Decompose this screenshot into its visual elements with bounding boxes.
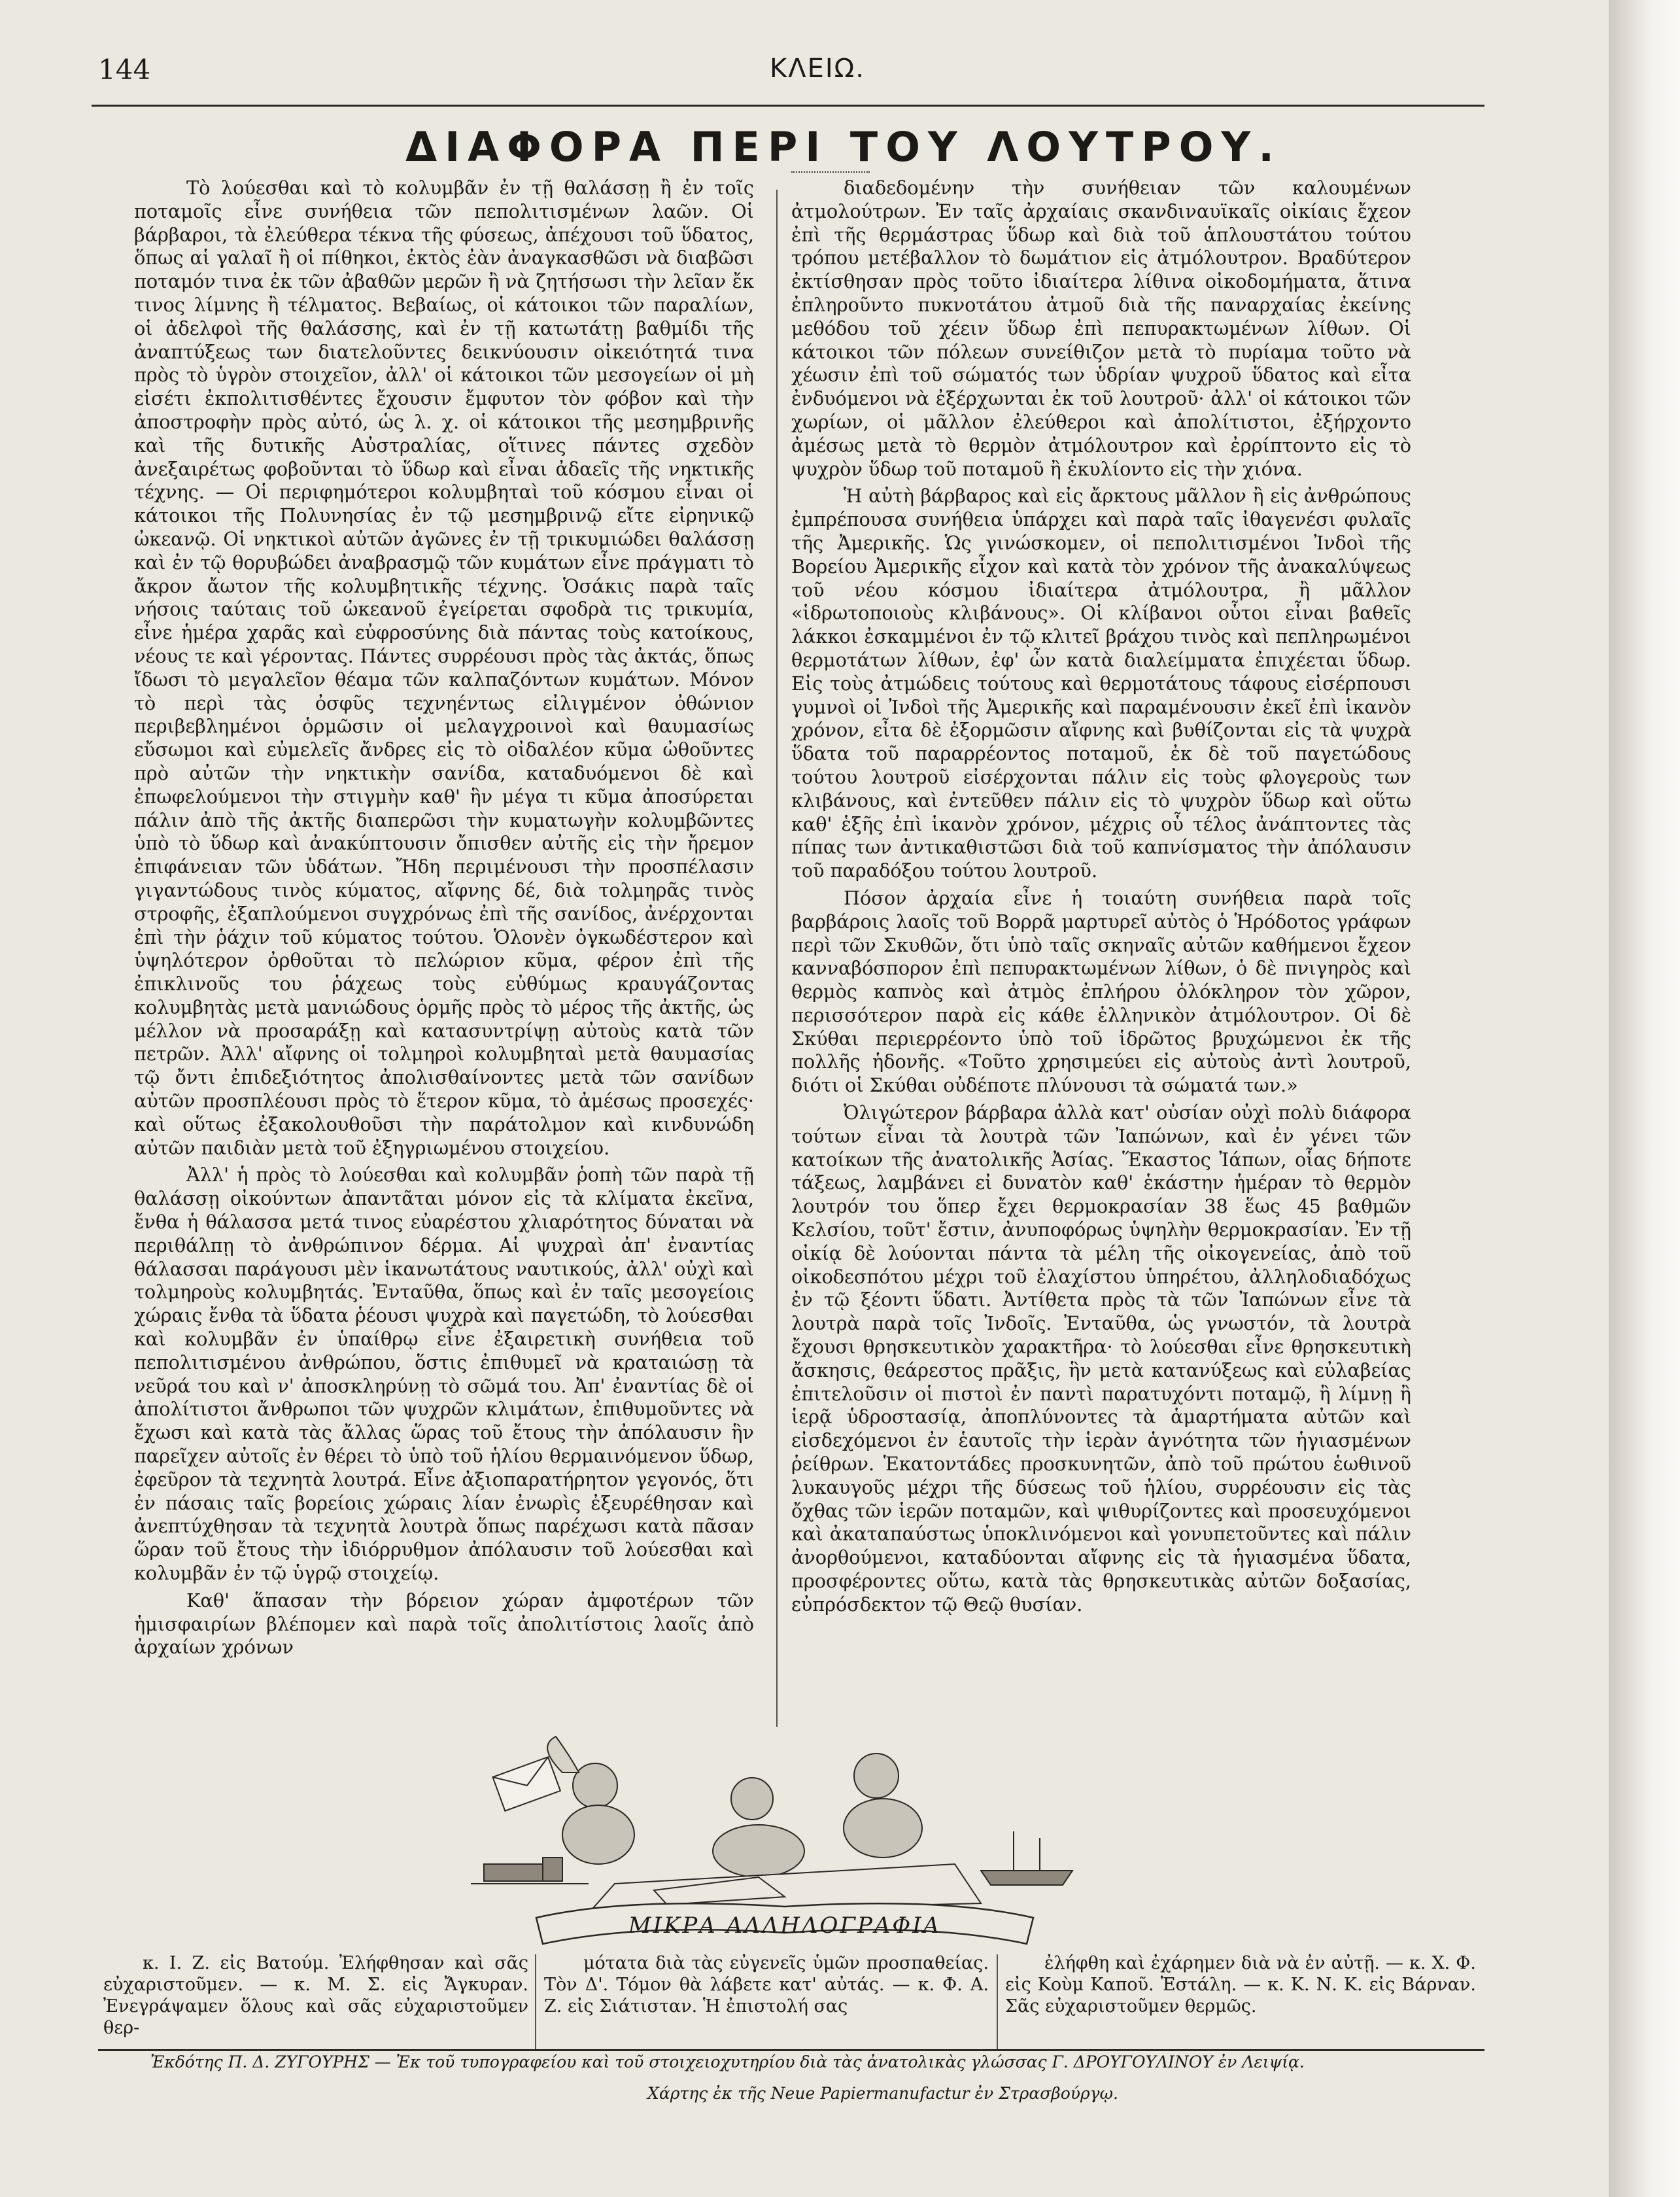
correspondence-vignette	[458, 1733, 1112, 1956]
correspondence-text: κ. Ι. Ζ. εἰς Βατούμ. Ἐλήφθησαν καὶ σᾶς εὐχαριστοῦμεν. — κ. Μ. Σ. εἰς Ἄγκυραν. Ἐνεγράψαμεν ὅλους καὶ σᾶς εὐχαριστοῦμεν θερ-	[103, 1953, 528, 2038]
paragraph: Τὸ λούεσθαι καὶ τὸ κολυμβᾶν ἐν τῇ θαλάσσῃ ἢ ἐν τοῖς ποταμοῖς εἶνε συνήθεια τῶν πεπολιτισμένων λαῶν. Οἱ βάρβαροι, τὰ ἐλεύθερα τέκνα τῆς φύσεως, ἀπέχουσι τοῦ ὕδατος, ὅπως αἱ γαλαῖ ἢ οἱ πίθηκοι, ἐκτὸς ἐὰν ἀναγκασθῶσι νὰ διαβῶσι ποταμόν τινα ἐκ τῶν ἀβαθῶν μερῶν ἢ νὰ ζητήσωσι τὴν λεῖαν ἔκ τινος λίμνης ἢ τέλματος. Βεβαίως, οἱ κάτοικοι τῶν παραλίων, οἱ ἀδελφοὶ τῆς θαλάσσης, καὶ ἐν τῇ κατωτάτῃ βαθμίδι τῆς ἀναπτύξεως των διατελοῦντες δεικνύουσιν οἰκειότητά τινα πρὸς τὸ ὑγρὸν στοιχεῖον, ἀλλ' οἱ κάτοικοι τῶν μεσογείων οἱ μὴ εἰσέτι ἐκπολιτισθέντες ἔχουσιν ἔμφυτον τὸν φόβον καὶ τὴν ἀποστροφὴν πρὸς αὐτό, ὡς λ. χ. οἱ κάτοικοι τῆς μεσημβρινῆς καὶ τῆς δυτικῆς Αὐστραλίας, οἵτινες πάντες σχεδὸν ἀνεξαιρέτως φοβοῦνται τὸ ὕδωρ καὶ εἶναι ἀδαεῖς τῆς νηκτικῆς τέχνης. — Οἱ περιφημότεροι κολυμβηταὶ τοῦ κόσμου εἶναι οἱ κάτοικοι τῆς Πολυνησίας ἐν τῷ μεσημβρινῷ εἴτε εἰρηνικῷ ὠκεανῷ. Οἱ νηκτικοὶ αὐτῶν ἀγῶνες ἐν τῇ τρικυμιώδει θαλάσσῃ καὶ ἐν τῷ θορυβώδει ἀναβρασμῷ τῶν κυμάτων εἶνε πράγματι τὸ ἄκρον ἄωτον τῆς κολυμβητικῆς τέχνης. Ὁσάκις παρὰ ταῖς νήσοις ταύταις τοῦ ὠκεανοῦ ἐγείρεται σφοδρὰ τις τρικυμία, εἶνε ἡμέρα χαρᾶς καὶ εὐφροσύνης διὰ πάντας τοὺς κατοίκους, νέους τε καὶ γέροντας. Πάντες συρρέουσι πρὸς τὰς ἀκτάς, ὅπως ἴδωσι τὸ μεγαλεῖον θέαμα τῶν καλπαζόντων κυμάτων. Μόνον τὸ περὶ τὰς ὀσφῦς τεχνηέντως εἰλιγμένον ὀθώνιον περιβεβλημένοι ὁρμῶσιν οἱ μελαγχροινοὶ καὶ θαυμασίως εὔσωμοι καὶ εὐμελεῖς ἄνδρες εἰς τὸ οἰδαλέον κῦμα ὠθοῦντες πρὸ αὐτῶν τὴν νηκτικὴν σανίδα, καταδυόμενοι δὲ καὶ ἐπωφελούμενοι τὴν στιγμὴν καθ' ἣν μέγα τι κῦμα ἀποσύρεται πάλιν ἀπὸ τῆς ἀκτῆς διαπερῶσι τὴν κυματωγὴν κολυμβῶντες ὑπὸ τὸ ὕδωρ καὶ ἀνακύπτουσιν ὄπισθεν αὐτῆς εἰς τὴν ἤρεμον ἐπιφάνειαν τῶν ὑδάτων. Ἤδη περιμένουσι τὴν προσπέλασιν γιγαντώδους τινὸς κύματος, αἴφνης δέ, διὰ τολμηρᾶς τινὸς στροφῆς, ἐξαπλούμενοι συγχρόνως ἐπὶ τῆς σανίδος, ἀνέρχονται ἐπὶ τὴν ῥάχιν τοῦ κύματος τούτου. Ὁλονὲν ὀγκωδέστερον καὶ ὑψηλότερον ὀρθοῦται τὸ πελώριον κῦμα, φέρον ἐπὶ τῆς ἐπικλινοῦς του ῥάχεως τοὺς εὐθύμως κραυγάζοντας κολυμβητὰς μετὰ μανιώδους ὁρμῆς πρὸς τὸ μέρος τῆς ἀκτῆς, ὡς μέλλον νὰ προσαράξῃ καὶ κατασυντρίψῃ αὐτοὺς κατὰ τῶν πετρῶν. Ἀλλ' αἴφνης οἱ τολμηροὶ κολυμβηταὶ μετὰ θαυμασίας τῷ ὄντι ἐπιδεξιότητος ἀπολισθαίνοντες μετὰ τῶν σανίδων αὐτῶν προσπλέουσι πρὸς τὸ ἕτερον κῦμα, τὸ ἀμέσως προσεχές· καὶ οὕτως ἐξακολουθοῦσι τὴν παράτολμον καὶ κινδυνώδη αὐτῶν παιδιὰν μετὰ τοῦ ἐξηγριωμένου στοιχείου.	[134, 177, 754, 1159]
train-illustration	[471, 1858, 589, 1884]
correspondence-text: ἐλήφθη καὶ ἐχάρημεν διὰ νὰ ἐν αὐτῇ. — κ. Χ. Φ. εἰς Κοὺμ Καποῦ. Ἐστάλη. — κ. Κ. Ν. Κ. εἰς Βάρναν. Σᾶς εὐχαριστοῦμεν θερμῶς.	[1005, 1953, 1476, 2016]
cherub-left-illustration	[547, 1737, 634, 1864]
journal-title: ΚΛΕΙΩ.	[770, 54, 865, 84]
column-divider	[776, 190, 778, 1727]
page-edge-shadow	[1609, 0, 1680, 2197]
paragraph: Ὀλιγώτερον βάρβαρα ἀλλὰ κατ' οὐσίαν οὐχὶ πολὺ διάφορα τούτων εἶναι τὰ λουτρὰ τῶν Ἰαπώνων, καὶ ἐν γένει τῶν κατοίκων τῆς ἀνατολικῆς Ἀσίας. Ἕκαστος Ἰάπων, οἷας δήποτε τάξεως, λαμβάνει εἰ δυνατὸν καθ' ἑκάστην ἡμέραν τὸ θερμὸν λουτρόν του ὅπερ ἔχει θερμοκρασίαν 38 ἕως 45 βαθμῶν Κελσίου, τοῦτ' ἔστιν, ἀνυποφόρως ὑψηλὴν θερμοκρασίαν. Ἐν τῇ οἰκίᾳ δὲ λούονται πάντα τὰ μέλη τῆς οἰκογενείας, ἀπὸ τοῦ οἰκοδεσπότου μέχρι τοῦ ἐλαχίστου ὑπηρέτου, ἀλληλοδιαδόχως ἐν τῷ ξέοντι ὕδατι. Ἀντίθετα πρὸς τὰ τῶν Ἰαπώνων εἶνε τὰ λουτρὰ παρὰ τοῖς Ἰνδοῖς. Ἐνταῦθα, ὡς γνωστόν, τὰ λουτρὰ ἔχουσι θρησκευτικὸν χαρακτῆρα· τὸ λούεσθαι εἶνε θρησκευτικὴ ἄσκησις, θεάρεστος πρᾶξις, ἣν μετὰ κατανύξεως καὶ εὐλαβείας ἐπιτελοῦσιν οἱ πιστοὶ ἐν παντὶ παρατυχόντι ποταμῷ, ἢ λίμνῃ ἢ ἱερᾷ ὑδροστασίᾳ, ἀποπλύνοντες τὰ ἁμαρτήματα αὐτῶν καὶ εἰσδεχόμενοι ἐν ἑαυτοῖς τὴν ἱερὰν ἁγνότητα τῶν ἡγιασμένων ῥείθρων. Ἑκατοντάδες προσκυνητῶν, ἀπὸ τοῦ πρώτου ἑωθινοῦ λυκαυγοῦς μέχρι τῆς δύσεως τοῦ ἡλίου, συρρέουσιν εἰς τὰς ὄχθας τῶν ἱερῶν ποταμῶν, καὶ ψιθυρίζοντες καὶ προσευχόμενοι καὶ ἀκαταπαύστως ὑποκλινόμενοι καὶ γονυπετοῦντες καὶ πάλιν ἀνορθούμενοι, καταδύονται αἴφνης εἰς τὰ ἡγιασμένα ὕδατα, προσφέροντες οὕτω, κατὰ τὰς θρησκευτικὰς αὐτῶν δοξασίας, εὐπρόσδεκτον τῷ Θεῷ θυσίαν.	[791, 1101, 1411, 1616]
correspondence-column-2	[544, 1952, 989, 2049]
envelope-icon	[492, 1757, 560, 1810]
ship-illustration	[981, 1831, 1072, 1885]
correspondence-divider	[535, 1954, 536, 2049]
left-column	[134, 177, 754, 1733]
title-ornament	[791, 171, 870, 173]
paragraph: Πόσον ἀρχαία εἶνε ἡ τοιαύτη συνήθεια παρὰ τοῖς βαρβάροις λαοῖς τοῦ Βορρᾶ μαρτυρεῖ αὐτὸς ὁ Ἡρόδοτος γράφων περὶ τῶν Σκυθῶν, ὅτι ὑπὸ ταῖς σκηναῖς αὐτῶν καθήμενοι ἔχεον κανναβόσπορον ἐπὶ πεπυρακτωμένων λίθων, ὁ δὲ πνιγηρὸς καὶ θερμὸς καπνὸς καὶ ἀτμὸς ἐπλήρου ὁλόκληρον τὸν χῶρον, περισσότερον παρὰ εἰς κάθε ἑλληνικὸν ἀτμόλουτρον. Οἱ δὲ Σκύθαι περιερρέοντο ὑπὸ τοῦ ἱδρῶτος βρυχώμενοι ἐκ τῆς πολλῆς ἡδονῆς. «Τοῦτο χρησιμεύει εἰς αὐτοὺς ἀντὶ λουτροῦ, διότι οἱ Σκύθαι οὐδέποτε πλύνουσι τὰ σώματά των.»	[791, 886, 1411, 1097]
correspondence-column-3	[1005, 1952, 1476, 2049]
page-number: 144	[98, 54, 151, 86]
footer-rule	[98, 2049, 1484, 2051]
right-column	[791, 177, 1411, 1733]
colophon-paper: Χάρτης ἐκ τῆς Neue Papiermanufactur ἐν Στρασβούργῳ.	[647, 2084, 1118, 2103]
colophon-publisher: Ἐκδότης Π. Δ. ΖΥΓΟΥΡΗΣ — Ἐκ τοῦ τυπογραφείου καὶ τοῦ στοιχειοχυτηρίου διὰ τὰς ἀνατολικὰς γλώσσας Γ. ΔΡΟΥΓΟΥΛΙΝΟΥ ἐν Λειψίᾳ.	[150, 2052, 1305, 2071]
correspondence-divider	[997, 1954, 998, 2049]
article-title: ΔΙΑΦΟΡΑ ΠΕΡΙ ΤΟΥ ΛΟΥΤΡΟΥ.	[405, 123, 1282, 171]
correspondence-column-1	[103, 1952, 528, 2049]
paragraph: Ἀλλ' ἡ πρὸς τὸ λούεσθαι καὶ κολυμβᾶν ῥοπὴ τῶν παρὰ τῇ θαλάσσῃ οἰκούντων ἀπαντᾶται μόνον εἰς τὰ κλίματα ἐκεῖνα, ἔνθα ἡ θάλασσα μετά τινος εὐαρέστου χλιαρότητος δύναται νὰ περιθάλπῃ τὸ ἀνθρώπινον δέρμα. Αἱ ψυχραὶ ἀπ' ἐναντίας θάλασσαι παράγουσι μὲν ἱκανωτάτους ναυτικούς, ἀλλ' οὐχὶ καὶ τολμηροὺς κολυμβητάς. Ἐνταῦθα, ὅπως καὶ ἐν ταῖς μεσογείοις χώραις ἔνθα τὰ ὕδατα ῥέουσι ψυχρὰ καὶ παγετώδη, τὸ λούεσθαι καὶ κολυμβᾶν ἐν ὑπαίθρῳ εἶνε ἐξαιρετικὴ συνήθεια τοῦ πεπολιτισμένου ἀνθρώπου, ὅστις ἐπιθυμεῖ νὰ κραταιώσῃ τὰ νεῦρά του καὶ ν' ἀποσκληρύνῃ τὸ σῶμά του. Ἀπ' ἐναντίας δὲ οἱ ἀπολίτιστοι ἄνθρωποι τῶν ψυχρῶν κλιμάτων, ἐπιθυμοῦντες νὰ ἔχωσι καὶ κατὰ τὰς ἄλλας ὥρας τοῦ ἔτους τὴν ἀπόλαυσιν ἣν παρεῖχεν αὐτοῖς ἐν θέρει τὸ ὑπὸ τοῦ ἡλίου θερμαινόμενον ὕδωρ, ἐφεῦρον τὰ τεχνητὰ λουτρά. Εἶνε ἀξιοπαρατήρητον γεγονός, ὅτι ἐν πάσαις ταῖς βορείοις χώραις λίαν ἐνωρὶς ἐξευρέθησαν καὶ ἀνεπτύχθησαν τὰ τεχνητὰ λουτρὰ ὅπως παρέχωσι κατὰ πᾶσαν ὥραν τοῦ ἔτους τὴν ἰδιόρρυθμον ἀπόλαυσιν τοῦ λούεσθαι καὶ κολυμβᾶν ἐν τῷ ὑγρῷ στοιχείῳ.	[134, 1164, 754, 1585]
cherub-right-illustration	[844, 1754, 922, 1858]
correspondence-text: μότατα διὰ τὰς εὐγενεῖς ὑμῶν προσπαθείας. Τὸν Δ'. Τόμον θὰ λάβετε κατ' αὐτάς. — κ. Φ. Α. Ζ. εἰς Σιάτισταν. Ἡ ἐπιστολή σας	[544, 1953, 989, 2016]
cherub-reading-illustration	[713, 1778, 804, 1877]
paragraph: Ἡ αὐτὴ βάρβαρος καὶ εἰς ἄρκτους μᾶλλον ἢ εἰς ἀνθρώπους ἐμπρέπουσα συνήθεια ὑπάρχει καὶ παρὰ ταῖς ἰθαγενέσι φυλαῖς τῆς Ἀμερικῆς. Ὡς γινώσκομεν, οἱ πεπολιτισμένοι Ἰνδοὶ τῆς Βορείου Ἀμερικῆς εἶχον καὶ κατὰ τὸν χρόνον τῆς ἀνακαλύψεως τοῦ νέου κόσμου ἰδιαίτερα ἀτμόλουτρα, ἢ μᾶλλον «ἱδρωτοποιοὺς κλιβάνους». Οἱ κλίβανοι οὗτοι εἶναι βαθεῖς λάκκοι ἐσκαμμένοι ἐν τῷ κλιτεῖ βράχου τινὸς καὶ πεπληρωμένοι θερμοτάτων λίθων, ἐφ' ὧν κατὰ διαλείμματα ἐπιχέεται ὕδωρ. Εἰς τοὺς ἀτμώδεις τούτους καὶ θερμοτάτους τάφους εἰσέρπουσι γυμνοὶ οἱ Ἰνδοὶ τῆς Ἀμερικῆς καὶ παραμένουσιν ἐκεῖ ἐπὶ ἱκανὸν χρόνον, εἶτα δὲ ἐξορμῶσιν αἴφνης καὶ βυθίζονται εἰς τὰ ψυχρὰ ὕδατα τοῦ παραρρέοντος ποταμοῦ, ἐκ δὲ τοῦ παγετώδους τούτου λουτροῦ εἰσέρχονται πάλιν εἰς τοὺς φλογεροὺς των κλιβάνους, καὶ ἐντεῦθεν πάλιν εἰς τὸ ψυχρὸν ὕδωρ καὶ οὕτω καθ' ἑξῆς ἐπὶ ἱκανὸν χρόνον, μέχρις οὗ τέλος ἀνάπτοντες τὰς πίπας των ἀντικαθιστῶσι διὰ τοῦ καπνίσματος τὴν ἀπόλαυσιν τοῦ παραδόξου τούτου λουτροῦ.	[791, 485, 1411, 882]
correspondence-banner: ΜΙΚΡΑ ΑΛΛΗΛΟΓΡΑΦΙΑ	[628, 1912, 942, 1939]
paragraph: Καθ' ἅπασαν τὴν βόρειον χώραν ἀμφοτέρων τῶν ἡμισφαιρίων βλέπομεν καὶ παρὰ τοῖς ἀπολιτίστοις λαοῖς ἀπὸ ἀρχαίων χρόνων	[134, 1589, 754, 1659]
paragraph: διαδεδομένην τὴν συνήθειαν τῶν καλουμένων ἀτμολούτρων. Ἐν ταῖς ἀρχαίαις σκανδιναυϊκαῖς οἰκίαις ἔχεον ἐπὶ τῆς θερμάστρας ὕδωρ καὶ διὰ τοῦ ἁπλουστάτου τούτου τρόπου μετέβαλλον τὸ δωμάτιον εἰς ἀτμόλουτρον. Βραδύτερον ἐκτίσθησαν πρὸς τοῦτο ἰδιαίτερα λίθινα οἰκοδομήματα, ἅτινα ἐπληροῦντο πυκνοτάτου ἀτμοῦ διὰ τῆς παναρχαίας ἐκείνης μεθόδου τοῦ χέειν ὕδωρ ἐπὶ πεπυρακτωμένων λίθων. Οἱ κάτοικοι τῶν πόλεων συνείθιζον μετὰ τὸ πυρίαμα τοῦτο νὰ χέωσιν ἐπὶ τοῦ σώματός των ὑδρίαν ψυχροῦ ὕδατος καὶ εἶτα ἐνδυόμενοι νὰ ἐξέρχωνται ἐκ τοῦ λουτροῦ· ἀλλ' οἱ κάτοικοι τῶν χωρίων, οἱ μᾶλλον ἐλεύθεροι καὶ ἀπολίτιστοι, ἐξήρχοντο ἀμέσως μετὰ τὸ θερμὸν ἀτμόλουτρον καὶ ἐρρίπτοντο εἰς τὸ ψυχρὸν ὕδωρ τοῦ ποταμοῦ ἢ ἐκυλίοντο εἰς τὴν χιόνα.	[791, 177, 1411, 480]
header-rule	[92, 105, 1484, 107]
